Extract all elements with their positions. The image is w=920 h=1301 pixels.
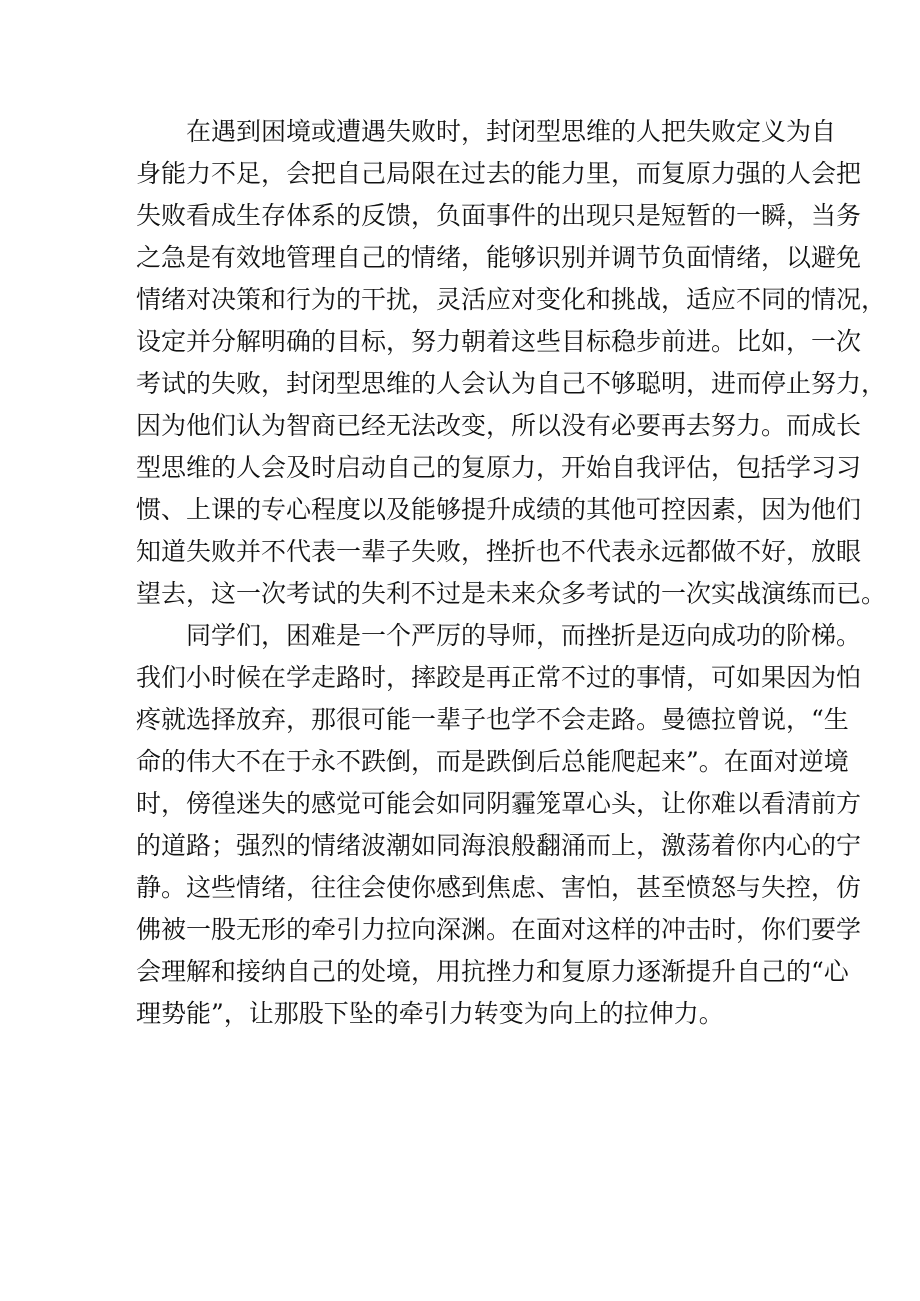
paragraph-line: 理势能”，让那股下坠的牵引力转变为向上的拉伸力。: [136, 999, 724, 1028]
paragraph-line: 我们小时候在学走路时，摔跤是再正常不过的事情，可如果因为怕: [136, 663, 862, 692]
paragraph-line: 会理解和接纳自己的处境，用抗挫力和复原力逐渐提升自己的“心: [136, 957, 849, 986]
paragraph-line: 因为他们认为智商已经无法改变，所以没有必要再去努力。而成长: [136, 411, 862, 440]
paragraph-line: 时，傍徨迷失的感觉可能会如同阴霾笼罩心头，让你难以看清前方: [136, 789, 862, 818]
paragraph-line: 考试的失败，封闭型思维的人会认为自己不够聪明，进而停止努力，: [136, 369, 887, 398]
document-body: [136, 111, 887, 1035]
paragraph-line: 望去，这一次考试的失利不过是未来众多考试的一次实战演练而已。: [136, 579, 887, 608]
paragraph-line: 的道路；强烈的情绪波潮如同海浪般翻涌而上，激荡着你内心的宁: [136, 831, 862, 860]
paragraph-line: 命的伟大不在于永不跌倒，而是跌倒后总能爬起来”。在面对逆境: [136, 747, 849, 776]
paragraph-line: 设定并分解明确的目标，努力朝着这些目标稳步前进。比如，一次: [136, 327, 862, 356]
paragraph-line: 情绪对决策和行为的干扰，灵活应对变化和挑战，适应不同的情况，: [136, 285, 887, 314]
paragraph-line: 型思维的人会及时启动自己的复原力，开始自我评估，包括学习习: [136, 453, 862, 482]
paragraph-2: [136, 615, 862, 1035]
paragraph-line: 之急是有效地管理自己的情绪，能够识别并调节负面情绪，以避免: [136, 243, 862, 272]
paragraph-line: 疼就选择放弃，那很可能一辈子也学不会走路。曼德拉曾说，“生: [136, 705, 849, 734]
paragraph-1: [136, 111, 887, 615]
paragraph-line: 身能力不足，会把自己局限在过去的能力里，而复原力强的人会把: [136, 159, 862, 188]
paragraph-line: 知道失败并不代表一辈子失败，挫折也不代表永远都做不好，放眼: [136, 537, 862, 566]
paragraph-line: 在遇到困境或遭遇失败时，封闭型思维的人把失败定义为自: [186, 117, 837, 146]
paragraph-line: 惯、上课的专心程度以及能够提升成绩的其他可控因素，因为他们: [136, 495, 862, 524]
paragraph-line: 失败看成生存体系的反馈，负面事件的出现只是短暂的一瞬，当务: [136, 201, 862, 230]
paragraph-line: 静。这些情绪，往往会使你感到焦虑、害怕，甚至愤怒与失控，仿: [136, 873, 862, 902]
paragraph-line: 佛被一股无形的牵引力拉向深渊。在面对这样的冲击时，你们要学: [136, 915, 862, 944]
paragraph-line: 同学们，困难是一个严厉的导师，而挫折是迈向成功的阶梯。: [186, 621, 862, 650]
